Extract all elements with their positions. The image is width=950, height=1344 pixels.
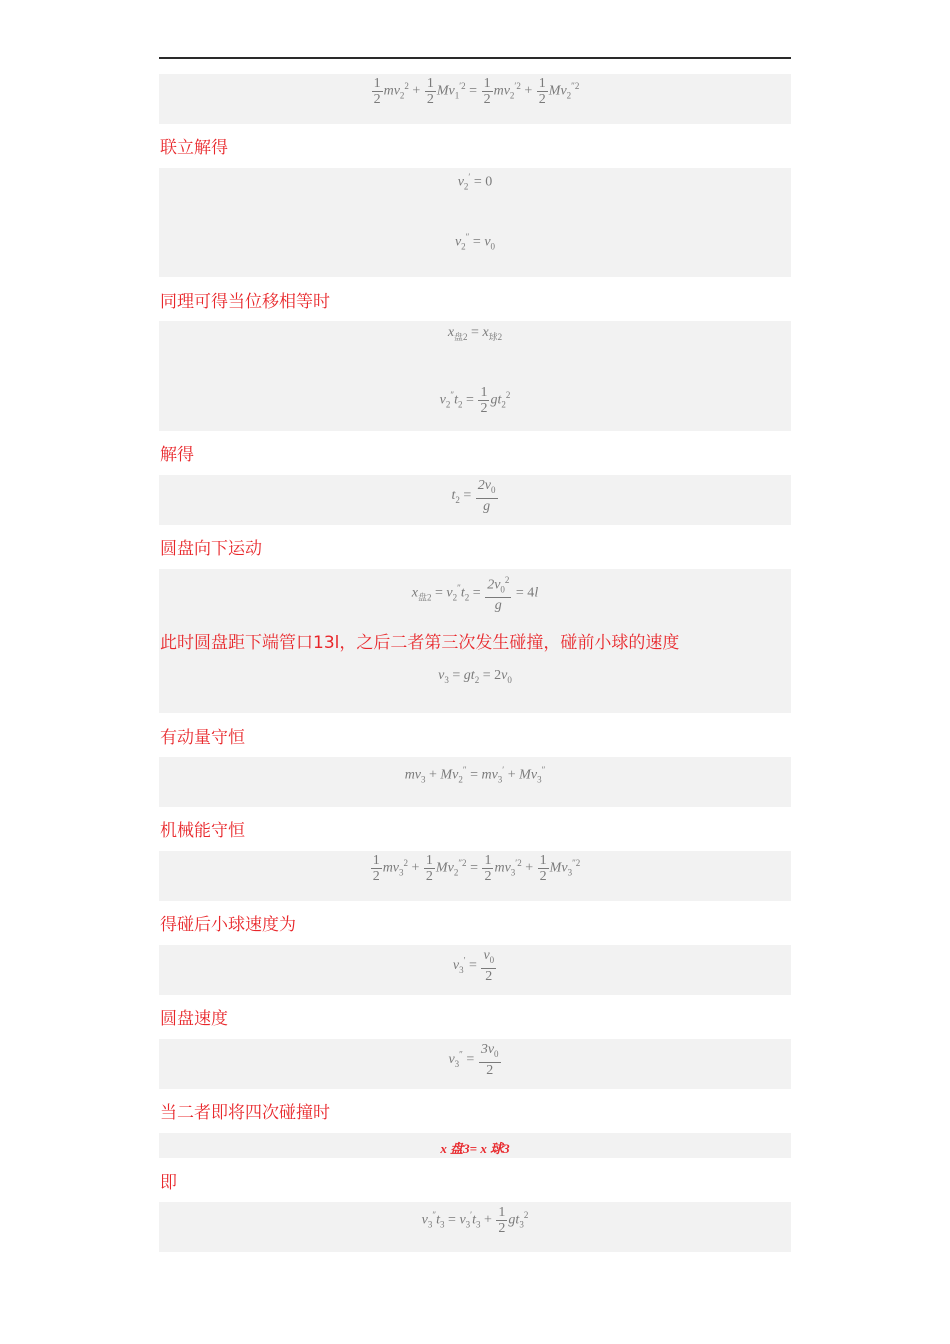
equation-v2-double-prime: $v_2'' = v_0$ xyxy=(454,232,496,252)
label-namely: 即 xyxy=(160,1173,177,1193)
equation-v3-double-prime: $v_3''$ = $\frac{3v_0}{2}$ xyxy=(448,1042,499,1078)
equation-v2-prime: $v_2' = 0$ xyxy=(457,172,493,192)
equation-x-disk-2: $x_{盘2} = v_2''t_2$ = $\frac{2v_0^2}{g}$ = 4l xyxy=(411,575,539,614)
label-momentum-conservation: 有动量守恒 xyxy=(160,728,245,748)
label-energy-conservation: 机械能守恒 xyxy=(160,821,245,841)
equation-x2: $x_{盘2} = x_{球2}$ xyxy=(447,325,503,342)
header-rule xyxy=(159,57,791,59)
label-solve-1: 联立解得 xyxy=(160,138,228,158)
label-ball-velocity-after: 得碰后小球速度为 xyxy=(160,915,296,935)
equation-v3-prime: $v_3'$ = $\frac{v_0}{2}$ xyxy=(452,948,495,984)
label-disk-moves-down: 圆盘向下运动 xyxy=(160,539,262,559)
equation-energy-2: $\frac{1}{2}$ $mv_2^2$ + $\frac{1}{2}$ $Mv_1^{'2}$ = $\frac{1}{2}$ $mv_2^{'2}$ + $\frac{1}{2}$ $Mv_2^{''2}$ xyxy=(373,76,580,107)
label-third-collision: 此时圆盘距下端管口13l，之后二者第三次发生碰撞，碰前小球的速度 xyxy=(160,633,680,653)
label-similarly: 同理可得当位移相等时 xyxy=(160,292,330,312)
equation-energy-3: $\frac{1}{2}$ $mv_3^2$ + $\frac{1}{2}$ $Mv_2^{''2}$ = $\frac{1}{2}$ $mv_3^{'2}$ + $\frac{1}{2}$ $Mv_3^{''2}$ xyxy=(372,853,581,884)
label-fourth-collision: 当二者即将四次碰撞时 xyxy=(160,1103,330,1123)
equation-t2-relation: $v_2''t_2$ = $\frac{1}{2}$ $gt_2^2$ xyxy=(439,385,511,416)
equation-v3: $v_3 = gt_2 = 2v_0$ xyxy=(438,668,512,685)
equation-x3: x 盘3= x 球3 xyxy=(440,1141,510,1156)
equation-momentum-3: $mv_3 + Mv_2'' = mv_3' + Mv_3''$ xyxy=(404,765,546,785)
equation-final: $v_3''t_3 = v_3't_3$ + $\frac{1}{2}$ $gt_3^2$ xyxy=(421,1205,529,1236)
label-disk-velocity: 圆盘速度 xyxy=(160,1009,228,1029)
equation-t2: $t_2$ = $\frac{2v_0}{g}$ xyxy=(451,478,496,514)
label-solve-2: 解得 xyxy=(160,445,194,465)
